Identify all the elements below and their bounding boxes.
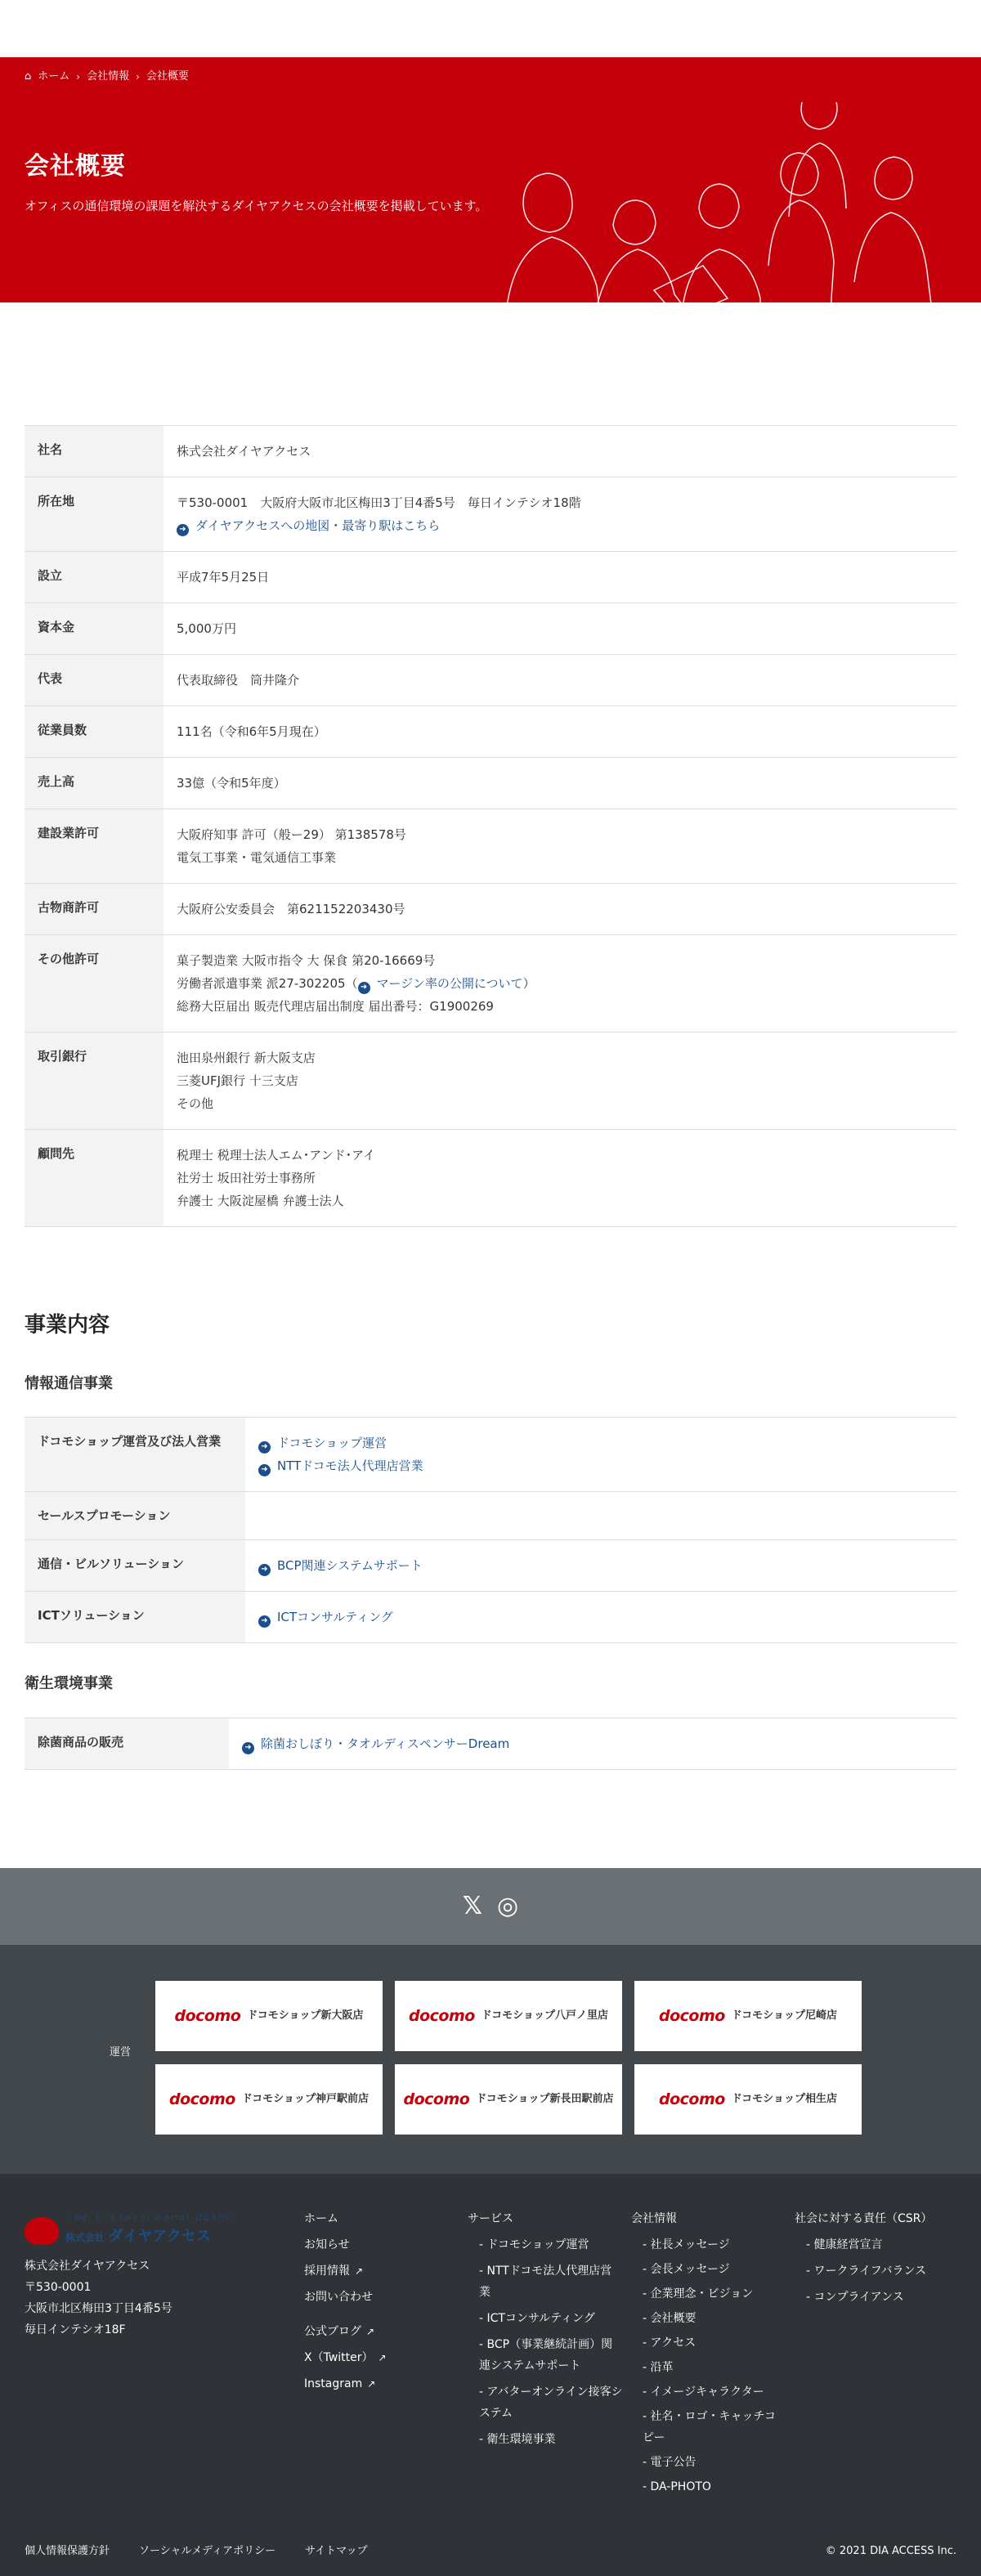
- business-people-illustration: [490, 102, 981, 413]
- logo-tagline: 「幸せ」と「ありがとう」の かけはし になりたい: [65, 2215, 232, 2224]
- row-value: 大阪府公安委員会 第621152203430号: [177, 902, 405, 916]
- table-row: [25, 935, 956, 1033]
- shop-banner[interactable]: [395, 2064, 622, 2135]
- arrow-right-icon: ➜: [258, 1564, 271, 1576]
- bcp-support-link[interactable]: [258, 1554, 943, 1577]
- external-link-icon: ↗: [366, 2326, 375, 2338]
- footer-nav-csr: [795, 2208, 958, 2313]
- table-row: [25, 426, 956, 477]
- footer-heading-link[interactable]: サービス: [468, 2212, 513, 2226]
- footer-logo[interactable]: [25, 2213, 232, 2248]
- address-line: 〒530-0001: [25, 2281, 92, 2295]
- row-label: ICTソリューション: [25, 1592, 245, 1643]
- dream-dispenser-link[interactable]: [242, 1732, 943, 1755]
- telecom-business-table: [25, 1418, 956, 1643]
- row-label: 通信・ビルソリューション: [25, 1540, 245, 1592]
- docomo-logo: docomo: [174, 2006, 241, 2025]
- sitemap-link[interactable]: サイトマップ: [305, 2544, 368, 2557]
- footer-link[interactable]: [304, 2373, 451, 2395]
- shops-grid: [155, 1981, 862, 2135]
- docomo-shop-link-label: ドコモショップ運営: [277, 1436, 387, 1451]
- row-value: 税理士 税理士法人エム･アンド･アイ: [177, 1148, 375, 1163]
- row-label: 取引銀行: [25, 1033, 164, 1130]
- arrow-right-icon: ➜: [258, 1464, 271, 1476]
- breadcrumb-current: 会社概要: [146, 70, 189, 83]
- shop-name: ドコモショップ八戸ノ里店: [481, 2009, 609, 2022]
- docomo-logo: docomo: [403, 2090, 470, 2108]
- row-value: その他: [177, 1096, 214, 1111]
- business-category-telecom: 情報通信事業: [25, 1373, 956, 1418]
- table-row: [25, 603, 956, 655]
- shop-name: ドコモショップ新大阪店: [247, 2009, 364, 2022]
- external-link-icon: ↗: [355, 2265, 364, 2278]
- row-value: 大阪府知事 許可（般ー29） 第138578号: [177, 827, 406, 842]
- footer-nav-company: [631, 2208, 786, 2501]
- footer-link[interactable]: お問い合わせ: [304, 2291, 373, 2305]
- top-header: [0, 0, 981, 57]
- footer-link[interactable]: - イメージキャラクター: [643, 2386, 764, 2399]
- table-row: [25, 1592, 956, 1643]
- row-value: 平成7年5月25日: [177, 570, 270, 585]
- table-row: [25, 552, 956, 603]
- footer-link[interactable]: ホーム: [304, 2212, 338, 2226]
- main-content: [25, 302, 956, 1770]
- footer-link[interactable]: - アクセス: [643, 2336, 697, 2350]
- table-row: [25, 1418, 956, 1492]
- footer-link[interactable]: - 企業理念・ビジョン: [643, 2287, 754, 2301]
- hygiene-business-table: [25, 1718, 956, 1770]
- table-row: [25, 884, 956, 935]
- footer-link-label: 採用情報: [304, 2265, 350, 2278]
- external-link-icon: ↗: [367, 2378, 376, 2390]
- footer-link[interactable]: - 社長メッセージ: [643, 2238, 730, 2252]
- footer-heading-link[interactable]: 会社情報: [631, 2212, 677, 2226]
- chevron-right-icon: ›: [76, 70, 81, 83]
- ict-consulting-link-label: ICTコンサルティング: [277, 1610, 393, 1625]
- breadcrumb-home[interactable]: ホーム: [38, 70, 70, 83]
- home-icon[interactable]: ⌂: [25, 70, 32, 83]
- shop-name: ドコモショップ神戸駅前店: [241, 2092, 370, 2105]
- table-row: [25, 655, 956, 706]
- ntt-corporate-link-label: NTTドコモ法人代理店営業: [277, 1458, 423, 1474]
- docomo-logo: docomo: [408, 2006, 475, 2025]
- footer-link[interactable]: - 衛生環境事業: [479, 2433, 556, 2447]
- dispatch-license-text: 労働者派遣事業 派27-302205（: [177, 976, 358, 991]
- row-value: 池田泉州銀行 新大阪支店: [177, 1051, 316, 1065]
- table-row: [25, 758, 956, 809]
- breadcrumb-company-info[interactable]: 会社情報: [87, 70, 130, 83]
- row-value: 33億（令和5年度）: [177, 776, 286, 791]
- row-value: 菓子製造業 大阪市指令 大 保食 第20-16669号: [177, 953, 436, 968]
- table-row: [25, 1718, 956, 1770]
- map-access-link-label: ダイヤアクセスへの地図・最寄り駅はこちら: [195, 518, 441, 533]
- dispatch-license-close: ）: [522, 976, 535, 991]
- table-row: [25, 1492, 956, 1540]
- table-row: [25, 706, 956, 758]
- hero-banner: [0, 57, 981, 302]
- row-value: 三菱UFJ銀行 十三支店: [177, 1073, 298, 1088]
- footer-link[interactable]: - アバターオンライン接客システム: [479, 2386, 623, 2421]
- row-label: 設立: [25, 552, 164, 603]
- logo-brand-prefix: 株式会社: [65, 2231, 105, 2243]
- margin-rate-link[interactable]: [358, 976, 523, 991]
- map-access-link[interactable]: [177, 514, 943, 537]
- site-footer: [0, 1868, 981, 2576]
- footer-address: [25, 2256, 172, 2341]
- footer-link[interactable]: - 会長メッセージ: [643, 2263, 730, 2277]
- arrow-right-icon: ➜: [358, 982, 370, 994]
- row-value: 電気工事業・電気通信工事業: [177, 850, 337, 865]
- row-value: 株式会社ダイヤアクセス: [177, 444, 311, 459]
- footer-link[interactable]: お知らせ: [304, 2238, 350, 2252]
- shops-section: [0, 1945, 981, 2174]
- row-value: 弁護士 大阪淀屋橋 弁護士法人: [177, 1194, 344, 1208]
- footer-link-label: 公式ブログ: [304, 2325, 361, 2339]
- docomo-shop-link[interactable]: [258, 1431, 943, 1454]
- logo-brand: ダイヤアクセス: [108, 2227, 211, 2245]
- ntt-corporate-link[interactable]: [258, 1454, 943, 1477]
- footer-link[interactable]: - コンプライアンス: [806, 2291, 904, 2305]
- footer-link[interactable]: - ワークライフバランス: [806, 2265, 927, 2278]
- social-bar: [0, 1868, 981, 1945]
- row-label: 資本金: [25, 603, 164, 655]
- external-link-icon: ↗: [378, 2352, 387, 2364]
- row-value: [177, 972, 943, 995]
- table-row: [25, 1130, 956, 1227]
- row-value: 〒530-0001 大阪府大阪市北区梅田3丁目4番5号 毎日インテシオ18階: [177, 495, 581, 510]
- shop-name: ドコモショップ相生店: [731, 2092, 838, 2105]
- address-line: 大阪市北区梅田3丁目4番5号: [25, 2302, 172, 2316]
- docomo-logo: docomo: [658, 2090, 725, 2108]
- row-label: 顧問先: [25, 1130, 164, 1227]
- row-label: 社名: [25, 426, 164, 477]
- footer-heading-link[interactable]: 社会に対する責任（CSR）: [795, 2212, 933, 2226]
- footer-bottom-bar: [25, 2527, 956, 2576]
- address-line: 株式会社ダイヤアクセス: [25, 2260, 150, 2274]
- footer-link[interactable]: - 電子公告: [643, 2456, 697, 2470]
- footer-link[interactable]: [304, 2321, 451, 2342]
- docomo-logo: docomo: [168, 2090, 235, 2108]
- footer-link[interactable]: - 社名・ロゴ・キャッチコピー: [643, 2410, 776, 2445]
- row-label: 代表: [25, 655, 164, 706]
- footer-link[interactable]: - ドコモショップ運営: [479, 2238, 589, 2252]
- docomo-logo: docomo: [658, 2006, 725, 2025]
- chevron-right-icon: ›: [136, 70, 140, 83]
- shop-banner[interactable]: [634, 1981, 862, 2051]
- company-info-table: [25, 425, 956, 1227]
- row-label: 売上高: [25, 758, 164, 809]
- row-label: 古物商許可: [25, 884, 164, 935]
- business-category-hygiene: 衛生環境事業: [25, 1673, 956, 1718]
- footer-link[interactable]: - 会社概要: [643, 2312, 697, 2326]
- margin-rate-link-label: マージン率の公開について: [376, 976, 523, 991]
- table-row: [25, 1033, 956, 1130]
- table-row: [25, 1540, 956, 1592]
- x-twitter-icon[interactable]: 𝕏: [462, 1892, 482, 1921]
- footer-link[interactable]: - BCP（事業継続計画）関連システムサポート: [479, 2338, 613, 2373]
- business-section-title: 事業内容: [25, 1313, 110, 1337]
- social-media-policy-link[interactable]: ソーシャルメディアポリシー: [139, 2544, 276, 2557]
- row-value: 111名（令和6年5月現在）: [177, 724, 326, 739]
- shop-banner[interactable]: [395, 1981, 622, 2051]
- footer-link[interactable]: - ICTコンサルティング: [479, 2312, 595, 2326]
- row-value: 社労士 坂田社労士事務所: [177, 1171, 316, 1185]
- breadcrumb: [25, 69, 189, 86]
- page-description: オフィスの通信環境の課題を解決するダイヤアクセスの会社概要を掲載しています。: [25, 199, 488, 213]
- table-row: [25, 477, 956, 552]
- arrow-right-icon: ➜: [242, 1742, 254, 1754]
- empty-cell: [245, 1492, 956, 1540]
- privacy-policy-link[interactable]: 個人情報保護方針: [25, 2544, 110, 2557]
- dream-dispenser-link-label: 除菌おしぼり・タオルディスペンサーDream: [261, 1736, 510, 1752]
- arrow-right-icon: ➜: [177, 524, 189, 536]
- footer-link[interactable]: - NTTドコモ法人代理店営業: [479, 2265, 612, 2300]
- footer-link[interactable]: [304, 2347, 451, 2368]
- shop-banner[interactable]: [155, 2064, 383, 2135]
- arrow-right-icon: ➜: [258, 1441, 271, 1454]
- shop-banner[interactable]: [155, 1981, 383, 2051]
- footer-link-label: Instagram: [304, 2377, 363, 2391]
- row-label: 所在地: [25, 477, 164, 552]
- row-label: 建設業許可: [25, 809, 164, 884]
- footer-link[interactable]: - 健康経営宣言: [806, 2238, 883, 2252]
- dia-access-logo-icon: [25, 2217, 59, 2245]
- footer-link[interactable]: [304, 2260, 451, 2282]
- footer-link[interactable]: - DA-PHOTO: [643, 2480, 711, 2494]
- footer-nav-services: [468, 2208, 623, 2455]
- row-value: 5,000万円: [177, 621, 236, 636]
- row-label: ドコモショップ運営及び法人営業: [25, 1418, 245, 1492]
- footer-main: [0, 2174, 981, 2576]
- bcp-support-link-label: BCP関連システムサポート: [277, 1558, 423, 1574]
- row-label: 従業員数: [25, 706, 164, 758]
- shop-name: ドコモショップ尼崎店: [731, 2009, 838, 2022]
- ict-consulting-link[interactable]: [258, 1606, 943, 1628]
- table-row: [25, 809, 956, 884]
- row-value: 総務大臣届出 販売代理店届出制度 届出番号：G1900269: [177, 999, 494, 1014]
- arrow-right-icon: ➜: [258, 1615, 271, 1628]
- instagram-icon[interactable]: ◎: [496, 1892, 519, 1921]
- page-title: 会社概要: [25, 152, 126, 181]
- footer-nav-main: [304, 2208, 451, 2399]
- copyright: © 2021 DIA ACCESS Inc.: [825, 2544, 956, 2557]
- shop-name: ドコモショップ新長田駅前店: [476, 2092, 614, 2105]
- row-value: 代表取締役 筒井隆介: [177, 673, 300, 688]
- address-line: 毎日インテシオ18F: [25, 2323, 126, 2337]
- row-label: セールスプロモーション: [25, 1492, 245, 1540]
- shops-label: 運営: [110, 2046, 132, 2059]
- row-label: その他許可: [25, 935, 164, 1033]
- footer-link-label: X（Twitter）: [304, 2351, 374, 2365]
- shop-banner[interactable]: [634, 2064, 862, 2135]
- row-label: 除菌商品の販売: [25, 1718, 229, 1770]
- footer-link[interactable]: - 沿革: [643, 2361, 674, 2375]
